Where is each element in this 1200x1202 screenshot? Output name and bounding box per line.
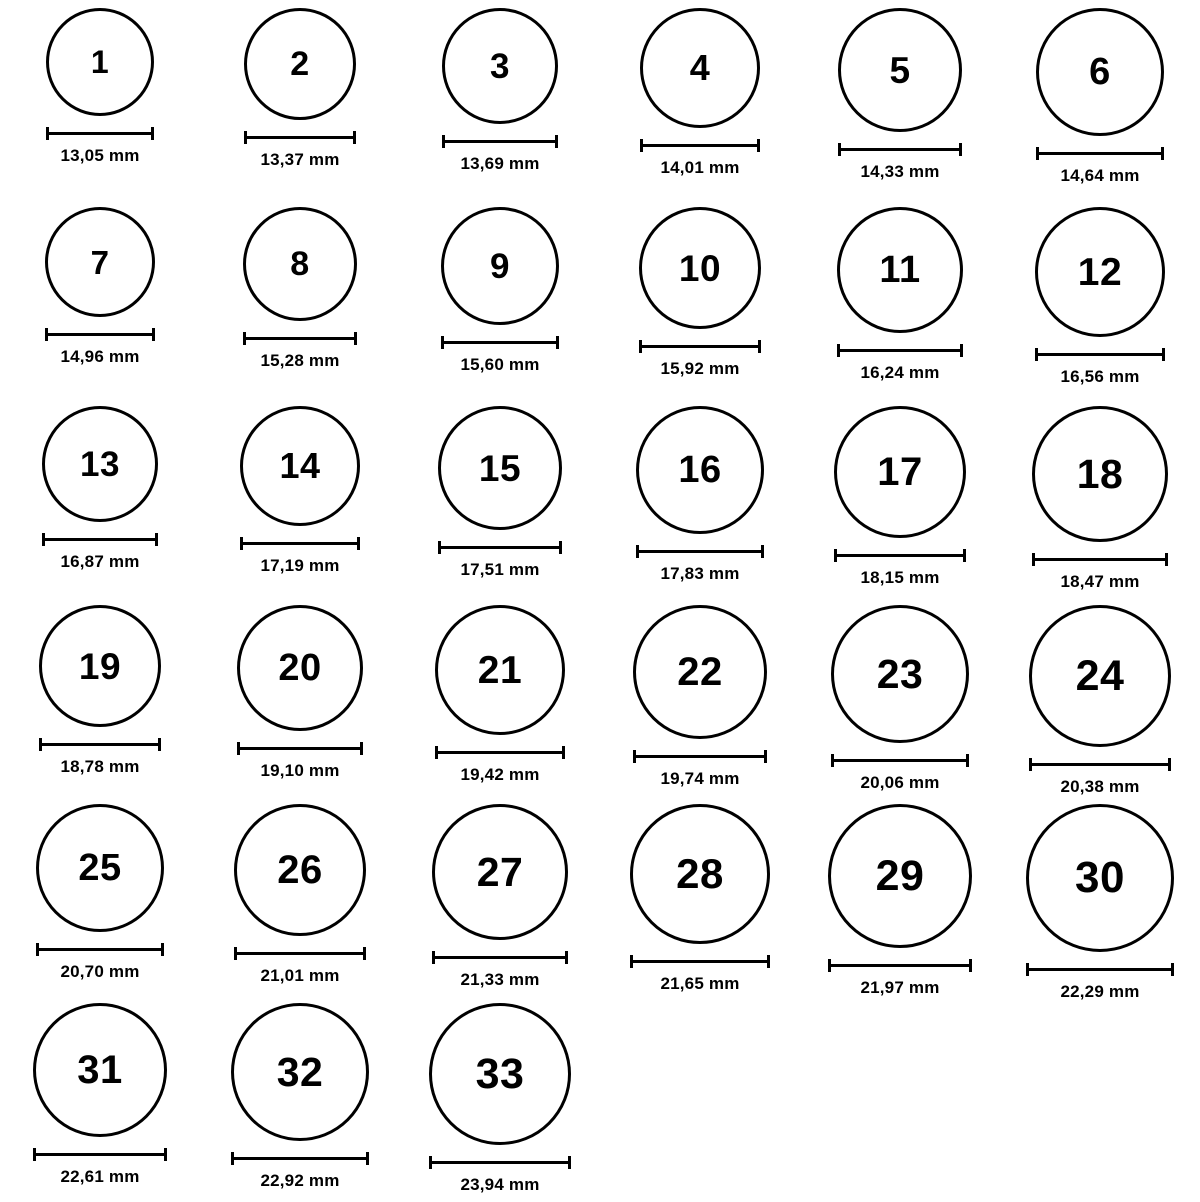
ring-size-cell xyxy=(400,804,600,1003)
ring-circle xyxy=(633,605,767,739)
diameter-ruler xyxy=(838,141,962,155)
diameter-label: 21,97 mm xyxy=(860,978,940,997)
diameter-label: 19,74 mm xyxy=(660,769,740,788)
ring-size-number: 31 xyxy=(77,1048,123,1092)
ring-size-number: 28 xyxy=(676,850,724,897)
ring-circle xyxy=(36,804,164,932)
ring-circle xyxy=(432,804,568,940)
ring-size-number: 29 xyxy=(875,851,925,900)
diameter-label: 14,33 mm xyxy=(860,162,940,181)
ring-size-cell xyxy=(400,1003,600,1202)
diameter-ruler xyxy=(36,941,164,955)
diameter-label: 17,19 mm xyxy=(260,556,340,575)
ring-circle xyxy=(435,605,565,735)
diameter-label: 13,69 mm xyxy=(460,154,540,173)
ring-size-cell xyxy=(200,605,400,804)
ring-circle xyxy=(240,406,360,526)
ring-circle xyxy=(441,207,559,325)
diameter-label: 16,24 mm xyxy=(860,363,940,382)
diameter-ruler xyxy=(435,744,565,758)
diameter-ruler xyxy=(834,547,966,561)
ring-size-number: 1 xyxy=(90,44,110,80)
ring-size-number: 2 xyxy=(290,45,310,83)
ring-size-cell xyxy=(600,605,800,804)
ring-circle xyxy=(1026,804,1174,952)
ring-size-cell xyxy=(800,804,1000,1003)
ring-circle xyxy=(640,8,760,128)
ring-size-number: 18 xyxy=(1076,450,1124,497)
ring-size-number: 23 xyxy=(876,650,924,697)
ring-size-cell xyxy=(800,406,1000,605)
diameter-label: 17,83 mm xyxy=(660,564,740,583)
ring-circle xyxy=(243,207,357,321)
ring-size-cell xyxy=(200,1003,400,1202)
diameter-label: 14,64 mm xyxy=(1060,166,1140,185)
ring-size-cell xyxy=(800,207,1000,406)
ring-size-number: 15 xyxy=(478,447,522,489)
diameter-label: 16,56 mm xyxy=(1060,367,1140,386)
ring-size-cell xyxy=(800,605,1000,804)
diameter-ruler xyxy=(640,137,760,151)
ring-circle xyxy=(838,8,962,132)
diameter-label: 19,10 mm xyxy=(260,761,340,780)
ring-circle xyxy=(834,406,966,538)
ring-circle xyxy=(636,406,764,534)
ring-size-number: 14 xyxy=(279,445,321,486)
ring-circle xyxy=(1029,605,1171,747)
ring-size-cell xyxy=(0,8,200,207)
ring-size-number: 30 xyxy=(1075,853,1125,902)
diameter-ruler xyxy=(438,539,562,553)
ring-circle xyxy=(442,8,558,124)
diameter-label: 17,51 mm xyxy=(460,560,540,579)
diameter-label: 20,38 mm xyxy=(1060,777,1140,796)
ring-size-cell xyxy=(1000,207,1200,406)
ring-circle xyxy=(1032,406,1168,542)
diameter-label: 23,94 mm xyxy=(460,1175,540,1194)
ring-size-number: 4 xyxy=(689,47,711,88)
diameter-ruler xyxy=(636,543,764,557)
diameter-ruler xyxy=(432,949,568,963)
ring-size-cell xyxy=(200,804,400,1003)
diameter-label: 22,29 mm xyxy=(1060,982,1140,1001)
diameter-ruler xyxy=(1035,346,1165,360)
diameter-label: 19,42 mm xyxy=(460,765,540,784)
ring-circle xyxy=(42,406,158,522)
diameter-ruler xyxy=(630,953,770,967)
diameter-ruler xyxy=(831,752,969,766)
ring-circle xyxy=(630,804,770,944)
diameter-ruler xyxy=(45,326,155,340)
diameter-ruler xyxy=(1032,551,1168,565)
diameter-ruler xyxy=(633,748,767,762)
ring-size-number: 16 xyxy=(678,449,722,491)
ring-size-number: 7 xyxy=(90,243,110,281)
ring-circle xyxy=(39,605,161,727)
diameter-ruler xyxy=(441,334,559,348)
ring-size-number: 11 xyxy=(879,249,921,291)
diameter-label: 13,37 mm xyxy=(260,150,340,169)
diameter-ruler xyxy=(442,133,558,147)
diameter-ruler xyxy=(1036,145,1164,159)
ring-size-cell xyxy=(200,406,400,605)
diameter-label: 22,61 mm xyxy=(60,1167,140,1186)
ring-circle xyxy=(46,8,154,116)
ring-size-cell xyxy=(0,605,200,804)
ring-size-cell xyxy=(0,1003,200,1202)
ring-size-cell xyxy=(0,406,200,605)
ring-size-cell xyxy=(1000,8,1200,207)
ring-circle xyxy=(828,804,972,948)
ring-size-number: 32 xyxy=(276,1048,324,1095)
ring-size-cell xyxy=(200,207,400,406)
ring-size-cell xyxy=(400,8,600,207)
ring-size-number: 33 xyxy=(475,1049,525,1098)
diameter-ruler xyxy=(231,1150,369,1164)
ring-size-number: 10 xyxy=(678,247,722,289)
diameter-ruler xyxy=(42,531,158,545)
diameter-ruler xyxy=(240,535,360,549)
ring-size-number: 6 xyxy=(1089,51,1111,93)
diameter-ruler xyxy=(234,945,366,959)
diameter-ruler xyxy=(244,129,356,143)
ring-size-cell xyxy=(600,406,800,605)
diameter-ruler xyxy=(828,957,972,971)
diameter-ruler xyxy=(1029,756,1171,770)
ring-circle xyxy=(33,1003,167,1137)
ring-size-number: 26 xyxy=(277,848,323,892)
diameter-label: 13,05 mm xyxy=(60,146,140,165)
ring-size-cell xyxy=(1000,804,1200,1003)
ring-circle xyxy=(234,804,366,936)
ring-size-cell xyxy=(400,605,600,804)
diameter-ruler xyxy=(1026,961,1174,975)
ring-size-number: 8 xyxy=(290,245,310,283)
diameter-ruler xyxy=(46,125,154,139)
diameter-label: 14,01 mm xyxy=(660,158,740,177)
ring-size-cell xyxy=(600,207,800,406)
ring-size-number: 19 xyxy=(78,645,122,687)
ring-size-cell xyxy=(1000,605,1200,804)
ring-circle xyxy=(639,207,761,329)
diameter-label: 14,96 mm xyxy=(60,347,140,366)
diameter-ruler xyxy=(243,330,357,344)
ring-size-cell xyxy=(0,804,200,1003)
ring-size-number: 22 xyxy=(677,650,723,694)
diameter-label: 18,15 mm xyxy=(860,568,940,587)
diameter-label: 18,47 mm xyxy=(1060,572,1140,591)
diameter-label: 16,87 mm xyxy=(60,552,140,571)
diameter-ruler xyxy=(237,740,363,754)
ring-size-number: 12 xyxy=(1077,250,1123,294)
diameter-label: 22,92 mm xyxy=(260,1171,340,1190)
ring-size-cell xyxy=(800,8,1000,207)
ring-size-number: 20 xyxy=(278,647,322,689)
diameter-label: 15,28 mm xyxy=(260,351,340,370)
diameter-label: 18,78 mm xyxy=(60,757,140,776)
ring-size-cell xyxy=(400,207,600,406)
ring-size-cell xyxy=(0,207,200,406)
ring-size-cell xyxy=(400,406,600,605)
diameter-label: 15,92 mm xyxy=(660,359,740,378)
diameter-ruler xyxy=(39,736,161,750)
ring-size-cell xyxy=(600,8,800,207)
ring-size-cell xyxy=(200,8,400,207)
ring-circle xyxy=(244,8,356,120)
diameter-label: 20,70 mm xyxy=(60,962,140,981)
ring-size-number: 13 xyxy=(80,444,120,484)
diameter-label: 21,65 mm xyxy=(660,974,740,993)
diameter-label: 21,33 mm xyxy=(460,970,540,989)
diameter-label: 15,60 mm xyxy=(460,355,540,374)
ring-circle xyxy=(237,605,363,731)
ring-size-number: 17 xyxy=(877,450,923,494)
diameter-ruler xyxy=(639,338,761,352)
diameter-ruler xyxy=(837,342,963,356)
ring-circle xyxy=(231,1003,369,1141)
ring-size-number: 5 xyxy=(889,49,911,91)
diameter-label: 20,06 mm xyxy=(860,773,940,792)
diameter-ruler xyxy=(33,1146,167,1160)
ring-size-number: 25 xyxy=(78,847,122,889)
ring-size-number: 9 xyxy=(490,246,510,286)
diameter-label: 21,01 mm xyxy=(260,966,340,985)
ring-size-number: 27 xyxy=(476,848,524,895)
ring-circle xyxy=(438,406,562,530)
ring-circle xyxy=(1035,207,1165,337)
ring-circle xyxy=(1036,8,1164,136)
ring-size-number: 3 xyxy=(490,46,510,86)
ring-circle xyxy=(837,207,963,333)
ring-circle xyxy=(45,207,155,317)
ring-size-number: 24 xyxy=(1075,651,1125,700)
ring-size-number: 21 xyxy=(477,648,523,692)
ring-size-cell xyxy=(600,804,800,1003)
ring-circle xyxy=(429,1003,571,1145)
ring-circle xyxy=(831,605,969,743)
diameter-ruler xyxy=(429,1154,571,1168)
ring-size-cell xyxy=(1000,406,1200,605)
